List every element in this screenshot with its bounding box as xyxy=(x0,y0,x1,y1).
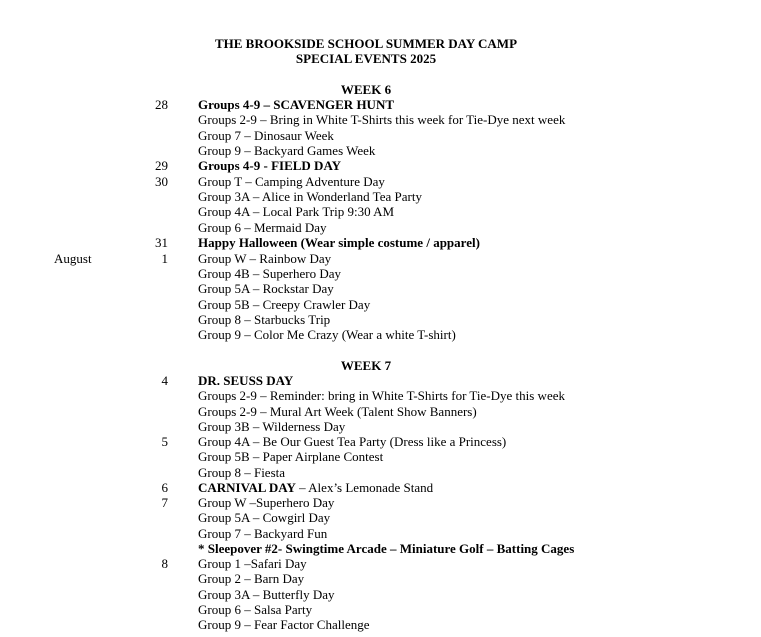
event-description xyxy=(198,495,334,510)
event-row xyxy=(0,128,761,143)
event-day: 29 xyxy=(155,158,168,174)
event-description xyxy=(198,204,394,219)
event-text: Group 5A – Rockstar Day xyxy=(198,281,334,297)
event-text: Group W –Superhero Day xyxy=(198,495,335,510)
event-row xyxy=(0,556,761,571)
event-description xyxy=(198,556,307,571)
event-text: Group 9 – Fear Factor Challenge xyxy=(198,617,370,632)
event-row xyxy=(0,571,761,586)
event-description xyxy=(198,312,330,327)
event-description xyxy=(198,541,574,556)
event-text: Group 9 – Color Me Crazy (Wear a white T-shirt) xyxy=(198,327,456,343)
event-description xyxy=(198,526,327,541)
event-description xyxy=(198,158,341,173)
event-highlight: DR. SEUSS DAY xyxy=(198,373,294,388)
event-row xyxy=(0,281,761,296)
event-month: August xyxy=(54,250,92,266)
event-row xyxy=(0,297,761,312)
event-row xyxy=(0,388,761,403)
event-description xyxy=(198,281,334,296)
event-text: Group T – Camping Adventure Day xyxy=(198,173,385,189)
event-description xyxy=(198,510,330,525)
event-text: Group 5B – Paper Airplane Contest xyxy=(198,449,384,465)
event-description xyxy=(198,327,456,342)
event-row xyxy=(0,189,761,204)
event-description xyxy=(198,404,477,419)
event-description xyxy=(198,419,345,434)
event-text: Group 5B – Creepy Crawler Day xyxy=(198,296,371,312)
week-7-heading: WEEK 7 xyxy=(340,358,392,373)
event-highlight: * Sleepover #2- Swingtime Arcade – Miniature Golf – Batting Cages xyxy=(198,540,575,556)
event-description xyxy=(198,373,293,388)
event-day: 31 xyxy=(155,235,168,251)
event-highlight: CARNIVAL DAY xyxy=(198,479,296,495)
event-description xyxy=(198,571,304,586)
event-row xyxy=(0,617,761,632)
event-row xyxy=(0,373,761,388)
event-description xyxy=(198,587,334,602)
event-text: Groups 2-9 – Bring in White T-Shirts this week for Tie-Dye next week xyxy=(198,112,566,128)
event-description xyxy=(198,97,394,112)
week-6-heading: WEEK 6 xyxy=(340,82,392,97)
event-text: Group 2 – Barn Day xyxy=(198,571,305,587)
event-day: 30 xyxy=(155,173,168,189)
event-text: Group 3A – Butterfly Day xyxy=(198,586,335,602)
event-description xyxy=(198,266,341,281)
event-row xyxy=(0,235,761,250)
event-text: Group 8 – Starbucks Trip xyxy=(198,311,331,327)
event-row xyxy=(0,174,761,189)
event-row xyxy=(0,204,761,219)
event-description xyxy=(198,220,327,235)
event-row xyxy=(0,220,761,235)
event-row xyxy=(0,312,761,327)
event-row xyxy=(0,602,761,617)
event-row xyxy=(0,266,761,281)
event-text: Group 7 – Backyard Fun xyxy=(198,525,328,541)
event-day: 4 xyxy=(161,373,168,388)
event-text: Group 4B – Superhero Day xyxy=(198,265,341,281)
event-row xyxy=(0,434,761,449)
event-description xyxy=(198,174,385,189)
event-text: Group 4A – Local Park Trip 9:30 AM xyxy=(198,204,395,220)
event-row xyxy=(0,587,761,602)
event-description xyxy=(198,449,383,464)
event-description xyxy=(198,143,375,158)
event-row xyxy=(0,112,761,127)
event-description xyxy=(198,189,422,204)
event-text: Group 1 –Safari Day xyxy=(198,556,307,571)
event-day: 1 xyxy=(161,250,168,266)
event-text: Group 6 – Mermaid Day xyxy=(198,219,327,235)
event-description xyxy=(198,602,312,617)
event-description xyxy=(198,465,285,480)
event-text: Group 4A – Be Our Guest Tea Party (Dress like a Princess) xyxy=(198,434,507,449)
document-title: THE BROOKSIDE SCHOOL SUMMER DAY CAMP xyxy=(214,36,518,51)
event-row xyxy=(0,480,761,495)
event-description xyxy=(198,251,331,266)
event-text: Group 8 – Fiesta xyxy=(198,464,286,480)
event-description xyxy=(198,480,433,495)
event-highlight: Groups 4-9 – SCAVENGER HUNT xyxy=(198,97,395,112)
event-row xyxy=(0,541,761,556)
event-row xyxy=(0,143,761,158)
event-row xyxy=(0,97,761,112)
event-day: 28 xyxy=(155,97,168,112)
event-day: 5 xyxy=(161,434,168,449)
event-text: Group 6 – Salsa Party xyxy=(198,601,313,617)
event-description xyxy=(198,128,334,143)
event-row xyxy=(0,510,761,525)
event-row xyxy=(0,251,761,266)
event-description xyxy=(198,617,369,632)
event-text: Group 5A – Cowgirl Day xyxy=(198,510,331,526)
document-subtitle: SPECIAL EVENTS 2025 xyxy=(295,51,437,66)
event-row xyxy=(0,327,761,342)
event-day: 8 xyxy=(161,556,168,571)
event-row xyxy=(0,419,761,434)
event-row xyxy=(0,526,761,541)
event-highlight: Groups 4-9 - FIELD DAY xyxy=(198,158,342,174)
event-description xyxy=(198,297,370,312)
event-text: Group 9 – Backyard Games Week xyxy=(198,143,376,159)
event-row xyxy=(0,404,761,419)
event-text: Group 3B – Wilderness Day xyxy=(198,418,346,434)
event-highlight: Happy Halloween (Wear simple costume / apparel) xyxy=(198,235,480,251)
event-text: Group 3A – Alice in Wonderland Tea Party xyxy=(198,189,422,205)
event-row xyxy=(0,449,761,464)
event-text: Groups 2-9 – Reminder: bring in White T-Shirts for Tie-Dye this week xyxy=(198,388,565,404)
event-description xyxy=(198,235,480,250)
event-description xyxy=(198,434,506,449)
event-row xyxy=(0,495,761,510)
event-text: Groups 2-9 – Mural Art Week (Talent Show Banners) xyxy=(198,403,477,419)
event-row xyxy=(0,465,761,480)
event-text: Group 7 – Dinosaur Week xyxy=(198,127,334,143)
event-day: 7 xyxy=(161,495,168,510)
event-day: 6 xyxy=(161,479,168,495)
event-text: Group W – Rainbow Day xyxy=(198,250,332,266)
event-description xyxy=(198,388,565,403)
event-text: – Alex’s Lemonade Stand xyxy=(295,479,434,495)
event-row xyxy=(0,158,761,173)
event-description xyxy=(198,112,565,127)
